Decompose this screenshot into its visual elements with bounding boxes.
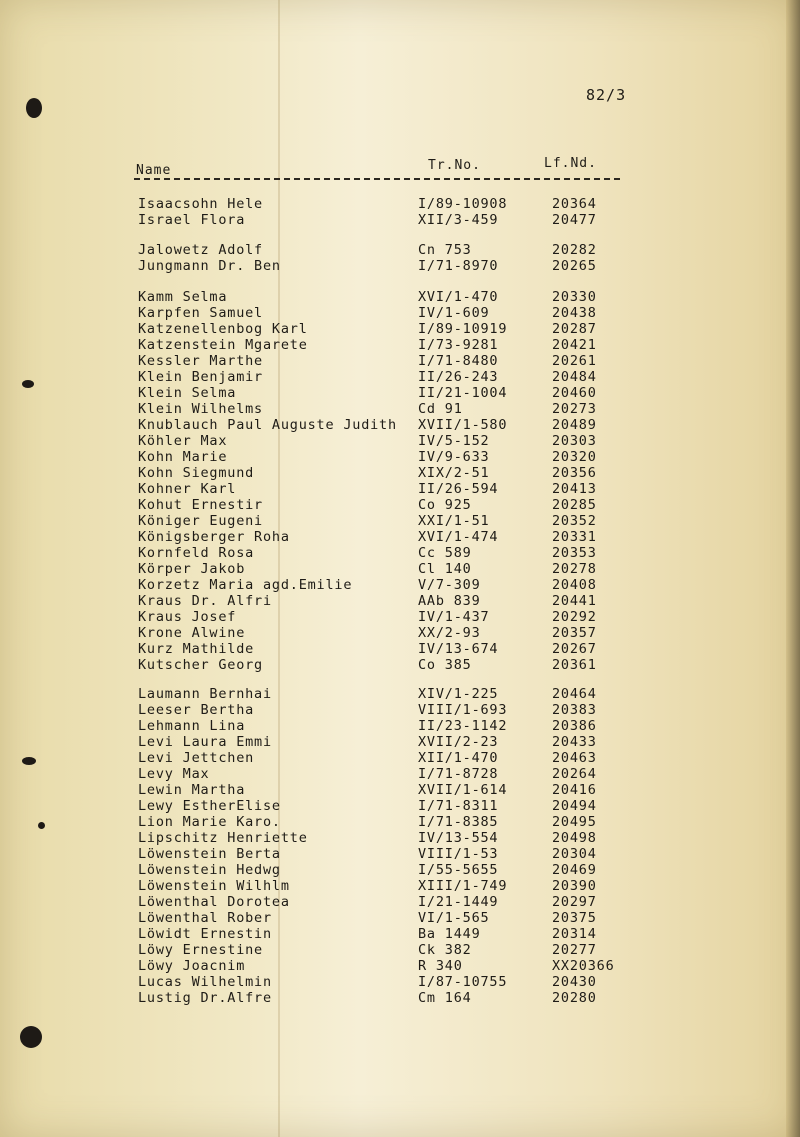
- entry-name: Köhler Max: [138, 433, 228, 449]
- entry-name: Kornfeld Rosa: [138, 545, 255, 561]
- entry-name: Korzetz Maria agd.Emilie: [138, 577, 353, 593]
- entry-name: Kohut Ernestir: [138, 497, 263, 513]
- entry-lf-no: 20489: [552, 417, 597, 433]
- entry-name: Knublauch Paul Auguste Judith: [138, 417, 397, 433]
- entry-name: Levy Max: [138, 766, 210, 782]
- entry-lf-no: 20421: [552, 337, 597, 353]
- entry-lf-no: 20277: [552, 942, 597, 958]
- entry-tr-no: Cc 589: [418, 545, 472, 561]
- entry-tr-no: II/26-594: [418, 481, 499, 497]
- entry-lf-no: 20484: [552, 369, 597, 385]
- entry-row: [134, 750, 634, 766]
- entry-row: [134, 926, 634, 942]
- entry-row: [134, 718, 634, 734]
- entry-name: Krone Alwine: [138, 625, 246, 641]
- entry-lf-no: 20278: [552, 561, 597, 577]
- entry-lf-no: 20430: [552, 974, 597, 990]
- entry-name: Kraus Dr. Alfri: [138, 593, 272, 609]
- entry-name: Löwy Ernestine: [138, 942, 263, 958]
- entry-name: Jungmann Dr. Ben: [138, 258, 281, 274]
- entry-lf-no: 20438: [552, 305, 597, 321]
- entry-name: Katzenellenbog Karl: [138, 321, 308, 337]
- entry-row: [134, 497, 634, 513]
- entry-name: Katzenstein Mgarete: [138, 337, 308, 353]
- entry-name: Kohn Siegmund: [138, 465, 255, 481]
- entry-name: Körper Jakob: [138, 561, 246, 577]
- entry-lf-no: 20413: [552, 481, 597, 497]
- entry-tr-no: XII/1-470: [418, 750, 499, 766]
- entry-name: Klein Benjamir: [138, 369, 263, 385]
- entry-row: [134, 657, 634, 673]
- entry-tr-no: Cm 164: [418, 990, 472, 1006]
- entry-name: Leeser Bertha: [138, 702, 255, 718]
- entry-tr-no: I/87-10755: [418, 974, 508, 990]
- entry-tr-no: R 340: [418, 958, 463, 974]
- entry-name: Königer Eugeni: [138, 513, 263, 529]
- ink-stain: [38, 822, 45, 829]
- entry-lf-no: 20494: [552, 798, 597, 814]
- entry-tr-no: IV/1-609: [418, 305, 490, 321]
- entry-lf-no: 20330: [552, 289, 597, 305]
- entry-lf-no: 20297: [552, 894, 597, 910]
- entry-lf-no: 20364: [552, 196, 597, 212]
- entry-row: [134, 609, 634, 625]
- entry-row: [134, 353, 634, 369]
- entry-tr-no: V/7-309: [418, 577, 481, 593]
- entry-lf-no: 20495: [552, 814, 597, 830]
- entry-tr-no: Cd 91: [418, 401, 463, 417]
- entry-row: [134, 513, 634, 529]
- entry-name: Levi Laura Emmi: [138, 734, 272, 750]
- entry-tr-no: I/71-8385: [418, 814, 499, 830]
- entry-tr-no: XVII/1-580: [418, 417, 508, 433]
- entry-lf-no: 20352: [552, 513, 597, 529]
- entry-name: Lustig Dr.Alfre: [138, 990, 272, 1006]
- entry-lf-no: 20282: [552, 242, 597, 258]
- entry-tr-no: I/71-8728: [418, 766, 499, 782]
- entry-name: Löwenthal Rober: [138, 910, 272, 926]
- entry-tr-no: XVII/2-23: [418, 734, 499, 750]
- entry-name: Klein Wilhelms: [138, 401, 263, 417]
- entry-lf-no: 20375: [552, 910, 597, 926]
- entry-tr-no: AAb 839: [418, 593, 481, 609]
- entry-row: [134, 878, 634, 894]
- entry-lf-no: 20280: [552, 990, 597, 1006]
- entry-lf-no: 20287: [552, 321, 597, 337]
- entry-tr-no: Ba 1449: [418, 926, 481, 942]
- entry-row: [134, 830, 634, 846]
- entry-lf-no: 20408: [552, 577, 597, 593]
- entry-name: Kohner Karl: [138, 481, 237, 497]
- entry-lf-no: 20264: [552, 766, 597, 782]
- entry-lf-no: 20357: [552, 625, 597, 641]
- entry-lf-no: 20433: [552, 734, 597, 750]
- entry-tr-no: Ck 382: [418, 942, 472, 958]
- entry-lf-no: 20331: [552, 529, 597, 545]
- entry-tr-no: XIV/1-225: [418, 686, 499, 702]
- entry-row: [134, 686, 634, 702]
- entry-lf-no: 20303: [552, 433, 597, 449]
- entry-row: [134, 625, 634, 641]
- entry-tr-no: I/71-8480: [418, 353, 499, 369]
- entry-row: [134, 289, 634, 305]
- entry-tr-no: IV/13-554: [418, 830, 499, 846]
- entry-row: [134, 593, 634, 609]
- header-rule: [134, 178, 620, 180]
- entry-tr-no: XII/3-459: [418, 212, 499, 228]
- entry-name: Isaacsohn Hele: [138, 196, 263, 212]
- entry-lf-no: 20460: [552, 385, 597, 401]
- entry-tr-no: VIII/1-693: [418, 702, 508, 718]
- entry-lf-no: 20361: [552, 657, 597, 673]
- entry-row: [134, 321, 634, 337]
- entry-row: [134, 561, 634, 577]
- entry-name: Löwy Joacnim: [138, 958, 246, 974]
- entry-row: [134, 305, 634, 321]
- entry-lf-no: 20477: [552, 212, 597, 228]
- entry-tr-no: XIX/2-51: [418, 465, 490, 481]
- entry-row: [134, 258, 634, 274]
- entry-row: [134, 337, 634, 353]
- entry-row: [134, 212, 634, 228]
- entry-tr-no: VI/1-565: [418, 910, 490, 926]
- entry-name: Levi Jettchen: [138, 750, 255, 766]
- entry-tr-no: I/55-5655: [418, 862, 499, 878]
- entry-row: [134, 814, 634, 830]
- entry-name: Löwidt Ernestin: [138, 926, 272, 942]
- entry-row: [134, 641, 634, 657]
- entry-tr-no: Co 925: [418, 497, 472, 513]
- entry-name: Israel Flora: [138, 212, 246, 228]
- entry-tr-no: I/21-1449: [418, 894, 499, 910]
- entry-tr-no: XVI/1-474: [418, 529, 499, 545]
- entry-lf-no: 20320: [552, 449, 597, 465]
- entry-tr-no: II/21-1004: [418, 385, 508, 401]
- entry-tr-no: IV/13-674: [418, 641, 499, 657]
- entry-lf-no: 20498: [552, 830, 597, 846]
- entry-lf-no: 20356: [552, 465, 597, 481]
- entry-lf-no: 20469: [552, 862, 597, 878]
- entry-name: Königsberger Roha: [138, 529, 290, 545]
- entry-tr-no: II/23-1142: [418, 718, 508, 734]
- entry-lf-no: 20464: [552, 686, 597, 702]
- entry-tr-no: I/73-9281: [418, 337, 499, 353]
- entry-tr-no: Cn 753: [418, 242, 472, 258]
- entry-row: [134, 798, 634, 814]
- entry-tr-no: XX/2-93: [418, 625, 481, 641]
- entry-name: Kessler Marthe: [138, 353, 263, 369]
- entry-tr-no: IV/1-437: [418, 609, 490, 625]
- entry-lf-no: 20416: [552, 782, 597, 798]
- header-name: Name: [136, 163, 172, 178]
- entry-tr-no: VIII/1-53: [418, 846, 499, 862]
- entry-row: [134, 196, 634, 212]
- entry-name: Kutscher Georg: [138, 657, 263, 673]
- entry-lf-no: 20273: [552, 401, 597, 417]
- entry-name: Kurz Mathilde: [138, 641, 255, 657]
- entry-lf-no: 20261: [552, 353, 597, 369]
- entry-lf-no: 20285: [552, 497, 597, 513]
- entry-lf-no: 20265: [552, 258, 597, 274]
- entry-tr-no: I/71-8970: [418, 258, 499, 274]
- entry-name: Klein Selma: [138, 385, 237, 401]
- entry-row: [134, 449, 634, 465]
- entry-row: [134, 958, 634, 974]
- entry-row: [134, 577, 634, 593]
- entry-name: Lion Marie Karo.: [138, 814, 281, 830]
- entry-lf-no: 20383: [552, 702, 597, 718]
- entry-row: [134, 782, 634, 798]
- entry-lf-no: 20441: [552, 593, 597, 609]
- entry-lf-no: XX20366: [552, 958, 615, 974]
- header-lf-no: Lf.Nd.: [544, 156, 597, 171]
- entry-row: [134, 417, 634, 433]
- entry-row: [134, 974, 634, 990]
- entry-tr-no: Co 385: [418, 657, 472, 673]
- entry-lf-no: 20390: [552, 878, 597, 894]
- page-number: 82/3: [586, 86, 627, 104]
- entry-row: [134, 766, 634, 782]
- entry-row: [134, 433, 634, 449]
- ink-stain: [26, 98, 42, 118]
- entry-row: [134, 481, 634, 497]
- entry-name: Lipschitz Henriette: [138, 830, 308, 846]
- entry-name: Löwenthal Dorotea: [138, 894, 290, 910]
- entry-row: [134, 942, 634, 958]
- entry-row: [134, 734, 634, 750]
- entry-tr-no: I/89-10908: [418, 196, 508, 212]
- entry-name: Löwenstein Wilhlm: [138, 878, 290, 894]
- entry-row: [134, 910, 634, 926]
- entry-name: Lucas Wilhelmin: [138, 974, 272, 990]
- entry-tr-no: XIII/1-749: [418, 878, 508, 894]
- entry-row: [134, 702, 634, 718]
- entry-tr-no: I/71-8311: [418, 798, 499, 814]
- entry-tr-no: XVI/1-470: [418, 289, 499, 305]
- entry-name: Karpfen Samuel: [138, 305, 263, 321]
- entry-tr-no: Cl 140: [418, 561, 472, 577]
- entry-lf-no: 20292: [552, 609, 597, 625]
- entry-lf-no: 20314: [552, 926, 597, 942]
- entry-row: [134, 862, 634, 878]
- entry-name: Lewin Martha: [138, 782, 246, 798]
- entry-lf-no: 20353: [552, 545, 597, 561]
- ink-stain: [22, 380, 34, 388]
- ink-stain: [22, 757, 36, 765]
- entry-row: [134, 529, 634, 545]
- entry-name: Jalowetz Adolf: [138, 242, 263, 258]
- entry-row: [134, 369, 634, 385]
- entry-tr-no: XVII/1-614: [418, 782, 508, 798]
- entry-row: [134, 545, 634, 561]
- entry-lf-no: 20304: [552, 846, 597, 862]
- entry-name: Lehmann Lina: [138, 718, 246, 734]
- entry-row: [134, 385, 634, 401]
- entry-name: Kohn Marie: [138, 449, 228, 465]
- header-tr-no: Tr.No.: [428, 158, 481, 173]
- entry-row: [134, 894, 634, 910]
- entry-tr-no: I/89-10919: [418, 321, 508, 337]
- entry-name: Kamm Selma: [138, 289, 228, 305]
- entry-lf-no: 20386: [552, 718, 597, 734]
- ink-stain: [20, 1026, 42, 1048]
- entry-tr-no: II/26-243: [418, 369, 499, 385]
- entry-lf-no: 20267: [552, 641, 597, 657]
- entry-name: Kraus Josef: [138, 609, 237, 625]
- entry-row: [134, 465, 634, 481]
- entry-row: [134, 846, 634, 862]
- entry-name: Löwenstein Berta: [138, 846, 281, 862]
- entry-name: Löwenstein Hedwg: [138, 862, 281, 878]
- entry-tr-no: IV/5-152: [418, 433, 490, 449]
- entry-name: Laumann Bernhai: [138, 686, 272, 702]
- entry-tr-no: XXI/1-51: [418, 513, 490, 529]
- entry-row: [134, 401, 634, 417]
- paper-edge: [786, 0, 800, 1137]
- entry-lf-no: 20463: [552, 750, 597, 766]
- entry-name: Lewy EstherElise: [138, 798, 281, 814]
- entry-row: [134, 990, 634, 1006]
- entry-tr-no: IV/9-633: [418, 449, 490, 465]
- entry-row: [134, 242, 634, 258]
